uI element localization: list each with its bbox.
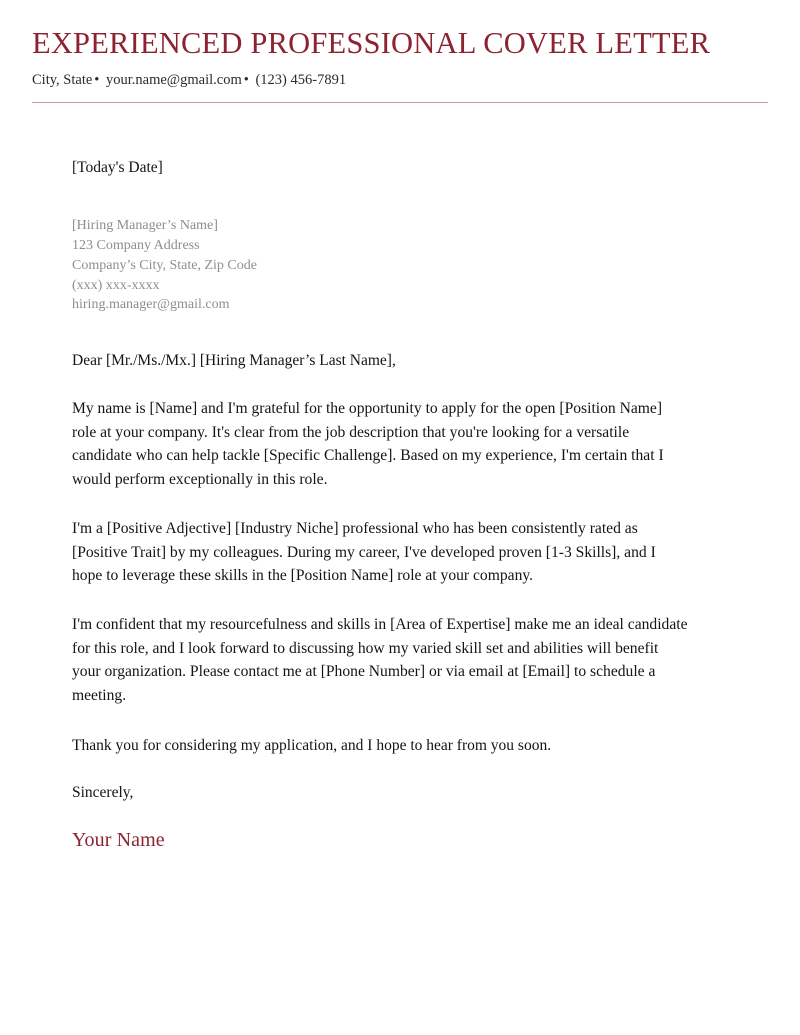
signature-name: Your Name <box>72 829 165 852</box>
contact-separator-2: • <box>243 72 249 89</box>
closing-thanks: Thank you for considering my application, and I hope to hear from you soon. <box>72 736 552 754</box>
body-paragraph-2: I'm a [Positive Adjective] [Industry Niche] professional who has been consistently rated as [Positive Trait] by my colleagues. During my career, I've developed proven [1-3 Skills], and I hope to leverage these skills in the [Position Name] role at your company. <box>72 519 656 585</box>
recipient-line: (xxx) xxx-xxxx <box>72 277 160 293</box>
body-paragraph-3: I'm confident that my resourcefulness and skills in [Area of Expertise] make me an ideal candidate for this role, and I look forward to discussing how my varied skill set and abilities will benefit your organization. Please contact me at [Phone Number] or via email at [Email] to schedule a meeting. <box>72 615 688 704</box>
recipient-line: [Hiring Manager’s Name] <box>72 218 218 234</box>
contact-separator-1: • <box>94 72 100 89</box>
contact-info-line <box>32 72 768 89</box>
header-divider <box>32 102 768 103</box>
body-paragraph-1: My name is [Name] and I'm grateful for the opportunity to apply for the open [Position Name] role at your company. It's clear from the job description that you're looking for a versatile candidate who can help tackle [Specific Challenge]. Based on my experience, I'm certain that I would perform exceptionally in this role. <box>72 400 664 489</box>
contact-email: your.name@gmail.com <box>105 72 242 89</box>
letter-header <box>0 0 800 90</box>
recipient-line: hiring.manager@gmail.com <box>72 297 230 313</box>
recipient-address-block <box>72 216 688 315</box>
closing-signoff: Sincerely, <box>72 783 134 801</box>
letter-date: [Today's Date] <box>72 158 163 176</box>
letter-body <box>0 158 688 853</box>
recipient-line: Company’s City, State, Zip Code <box>72 257 257 273</box>
recipient-line: 123 Company Address <box>72 238 200 254</box>
page-title: EXPERIENCED PROFESSIONAL COVER LETTER <box>32 26 711 60</box>
contact-location: City, State <box>32 72 93 89</box>
contact-phone: (123) 456-7891 <box>255 72 347 89</box>
salutation: Dear [Mr./Ms./Mx.] [Hiring Manager’s Last Name], <box>72 352 396 370</box>
